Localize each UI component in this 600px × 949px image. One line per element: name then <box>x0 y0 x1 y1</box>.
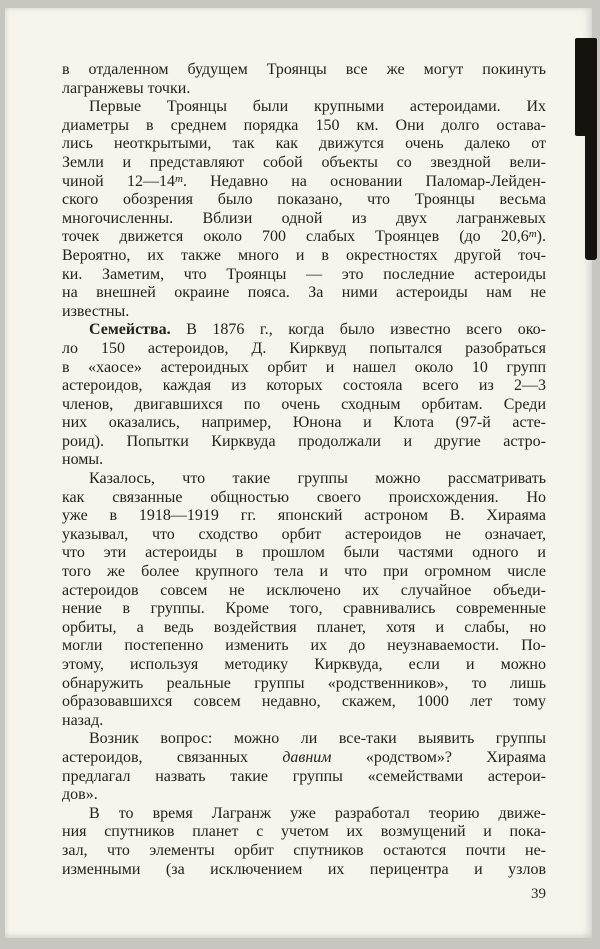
text-run: точек движется около 700 слабых Троянцев (до 20,6 <box>62 228 529 246</box>
text-line <box>62 768 546 787</box>
text-run: образовавшихся совсем недавно, скажем, 1000 лет тому <box>62 693 546 711</box>
text-line <box>62 675 546 694</box>
text-line <box>62 414 546 433</box>
text-line <box>62 191 546 210</box>
text-line <box>62 582 546 601</box>
text-line <box>62 451 546 470</box>
text-run: Возник вопрос: можно ли все-таки выявить группы <box>89 730 546 748</box>
text-line <box>62 98 546 117</box>
text-line <box>62 544 546 563</box>
text-line <box>62 359 546 378</box>
text-run: астероидов, связанных <box>62 748 283 766</box>
text-run-bold: Семейства. <box>89 321 171 339</box>
text-run: как связанные общностью своего происхождения. Но <box>62 488 546 506</box>
text-line <box>62 247 546 266</box>
text-line <box>62 507 546 526</box>
text-run: ). <box>536 228 546 246</box>
text-line <box>62 340 546 359</box>
paragraph <box>62 805 546 879</box>
text-run: дов». <box>62 786 98 804</box>
text-line <box>62 377 546 396</box>
text-run: в отдаленном будущем Троянцы все же могут покинуть <box>62 61 546 78</box>
scan-artifact-bar-top <box>575 38 597 136</box>
text-run: В 1876 г., когда было известно всего око- <box>170 321 546 339</box>
text-run: «родством»? Хираяма <box>331 748 546 766</box>
text-run: Вероятно, их также много и в окрестностях другой точ- <box>62 246 546 264</box>
text-run-sup: m <box>528 228 537 241</box>
text-run-sup: m <box>174 172 183 185</box>
text-line <box>62 433 546 452</box>
text-line <box>62 321 546 340</box>
text-run: Первые Троянцы были крупными астероидами. Их <box>89 98 546 116</box>
text-line <box>62 619 546 638</box>
text-run: орбиты, а ведь воздействия планет, хотя и слабы, но <box>62 618 546 636</box>
text-run-italic: давним <box>282 748 332 766</box>
text-run: ского обозрения было показано, что Троянцы весьма <box>62 191 546 209</box>
text-line <box>62 842 546 861</box>
text-line <box>62 396 546 415</box>
text-line <box>62 600 546 619</box>
text-line <box>62 786 546 805</box>
text-line <box>62 693 546 712</box>
text-run: зал, что элементы орбит спутников остаются почти не- <box>62 841 546 859</box>
paragraph <box>62 321 546 470</box>
text-run: назад. <box>62 711 104 729</box>
text-line <box>62 470 546 489</box>
text-run: лись неоткрытыми, так как движутся очень далеко от <box>62 135 546 153</box>
text-run: могли постепенно изменить их до неузнаваемости. По- <box>62 637 546 655</box>
text-line <box>62 154 546 173</box>
text-line <box>62 712 546 731</box>
paragraph <box>62 730 546 804</box>
text-run: что эти астероиды в прошлом были частями одного и <box>62 544 546 562</box>
text-line <box>62 730 546 749</box>
text-run: членов, двигавшихся по очень сходным орбитам. Среди <box>62 395 546 413</box>
text-run: обнаружить реальные группы «родственников», то лишь <box>62 674 546 692</box>
text-run: номы. <box>62 451 104 469</box>
text-run: на внешней окраине пояса. За ними астероиды нам не <box>62 284 546 302</box>
text-line <box>62 489 546 508</box>
text-run: чиной 12—14 <box>62 172 175 190</box>
text-run: роид). Попытки Кирквуда продолжали и другие астро- <box>62 432 546 450</box>
paragraph <box>62 470 546 730</box>
text-run: астероидов совсем не исключено их случайное объеди- <box>62 581 546 599</box>
text-line <box>62 284 546 303</box>
text-line <box>62 861 546 880</box>
text-run: изменными (за исключением их перицентра и узлов <box>62 860 546 878</box>
text-line <box>62 823 546 842</box>
text-line <box>62 173 546 192</box>
text-run: многочисленны. Вблизи одной из двух лагранжевых <box>62 209 546 227</box>
text-run: астероидов, каждая из которых состояла всего из 2—3 <box>62 377 546 395</box>
text-run: диаметры в среднем порядка 150 км. Они долго остава- <box>62 116 546 134</box>
text-line <box>62 303 546 322</box>
text-run: лагранжевы точки. <box>62 79 191 97</box>
text-run: в «хаосе» астероидных орбит и нашел около 10 групп <box>62 358 546 376</box>
text-run: указывал, что сходство орбит астероидов не означает, <box>62 525 546 543</box>
text-run: Земли и представляют собой объекты со звездной вели- <box>62 153 546 171</box>
text-line <box>62 135 546 154</box>
text-line <box>62 526 546 545</box>
scan-artifact-bar-bottom <box>585 130 597 260</box>
paragraph <box>62 98 546 321</box>
text-line <box>62 228 546 247</box>
text-run: этому, используя методику Кирквуда, если и можно <box>62 656 546 673</box>
text-line <box>62 805 546 824</box>
text-line <box>62 266 546 285</box>
text-run: предлагал назвать такие группы «семействами астерои- <box>62 767 546 785</box>
text-line <box>62 80 546 99</box>
text-run: В то время Лагранж уже разработал теорию движе- <box>89 804 546 822</box>
text-line <box>62 563 546 582</box>
text-line <box>62 117 546 136</box>
paragraph <box>62 61 546 98</box>
text-line <box>62 656 546 675</box>
page-number: 39 <box>531 886 546 902</box>
text-run: ло 150 астероидов, Д. Кирквуд попытался разобраться <box>62 339 546 357</box>
text-line <box>62 637 546 656</box>
text-run: ки. Заметим, что Троянцы — это последние астероиды <box>62 265 546 283</box>
text-run: ния спутников планет с учетом их возмущений и пока- <box>62 823 546 841</box>
text-line <box>62 210 546 229</box>
page-text <box>62 61 546 879</box>
text-run: известны. <box>62 302 130 320</box>
text-run: нение в группы. Кроме того, сравнивались современные <box>62 600 546 618</box>
text-line <box>62 749 546 768</box>
text-run: Казалось, что такие группы можно рассматривать <box>89 470 546 488</box>
text-line <box>62 61 546 80</box>
text-run: уже в 1918—1919 гг. японский астроном В. Хираяма <box>62 507 546 525</box>
text-run: того же более крупного тела и что при огромном числе <box>62 563 546 581</box>
text-run: них оказались, например, Юнона и Клота (97-й асте- <box>62 414 546 432</box>
text-run: . Недавно на основании Паломар-Лейден- <box>182 172 547 190</box>
